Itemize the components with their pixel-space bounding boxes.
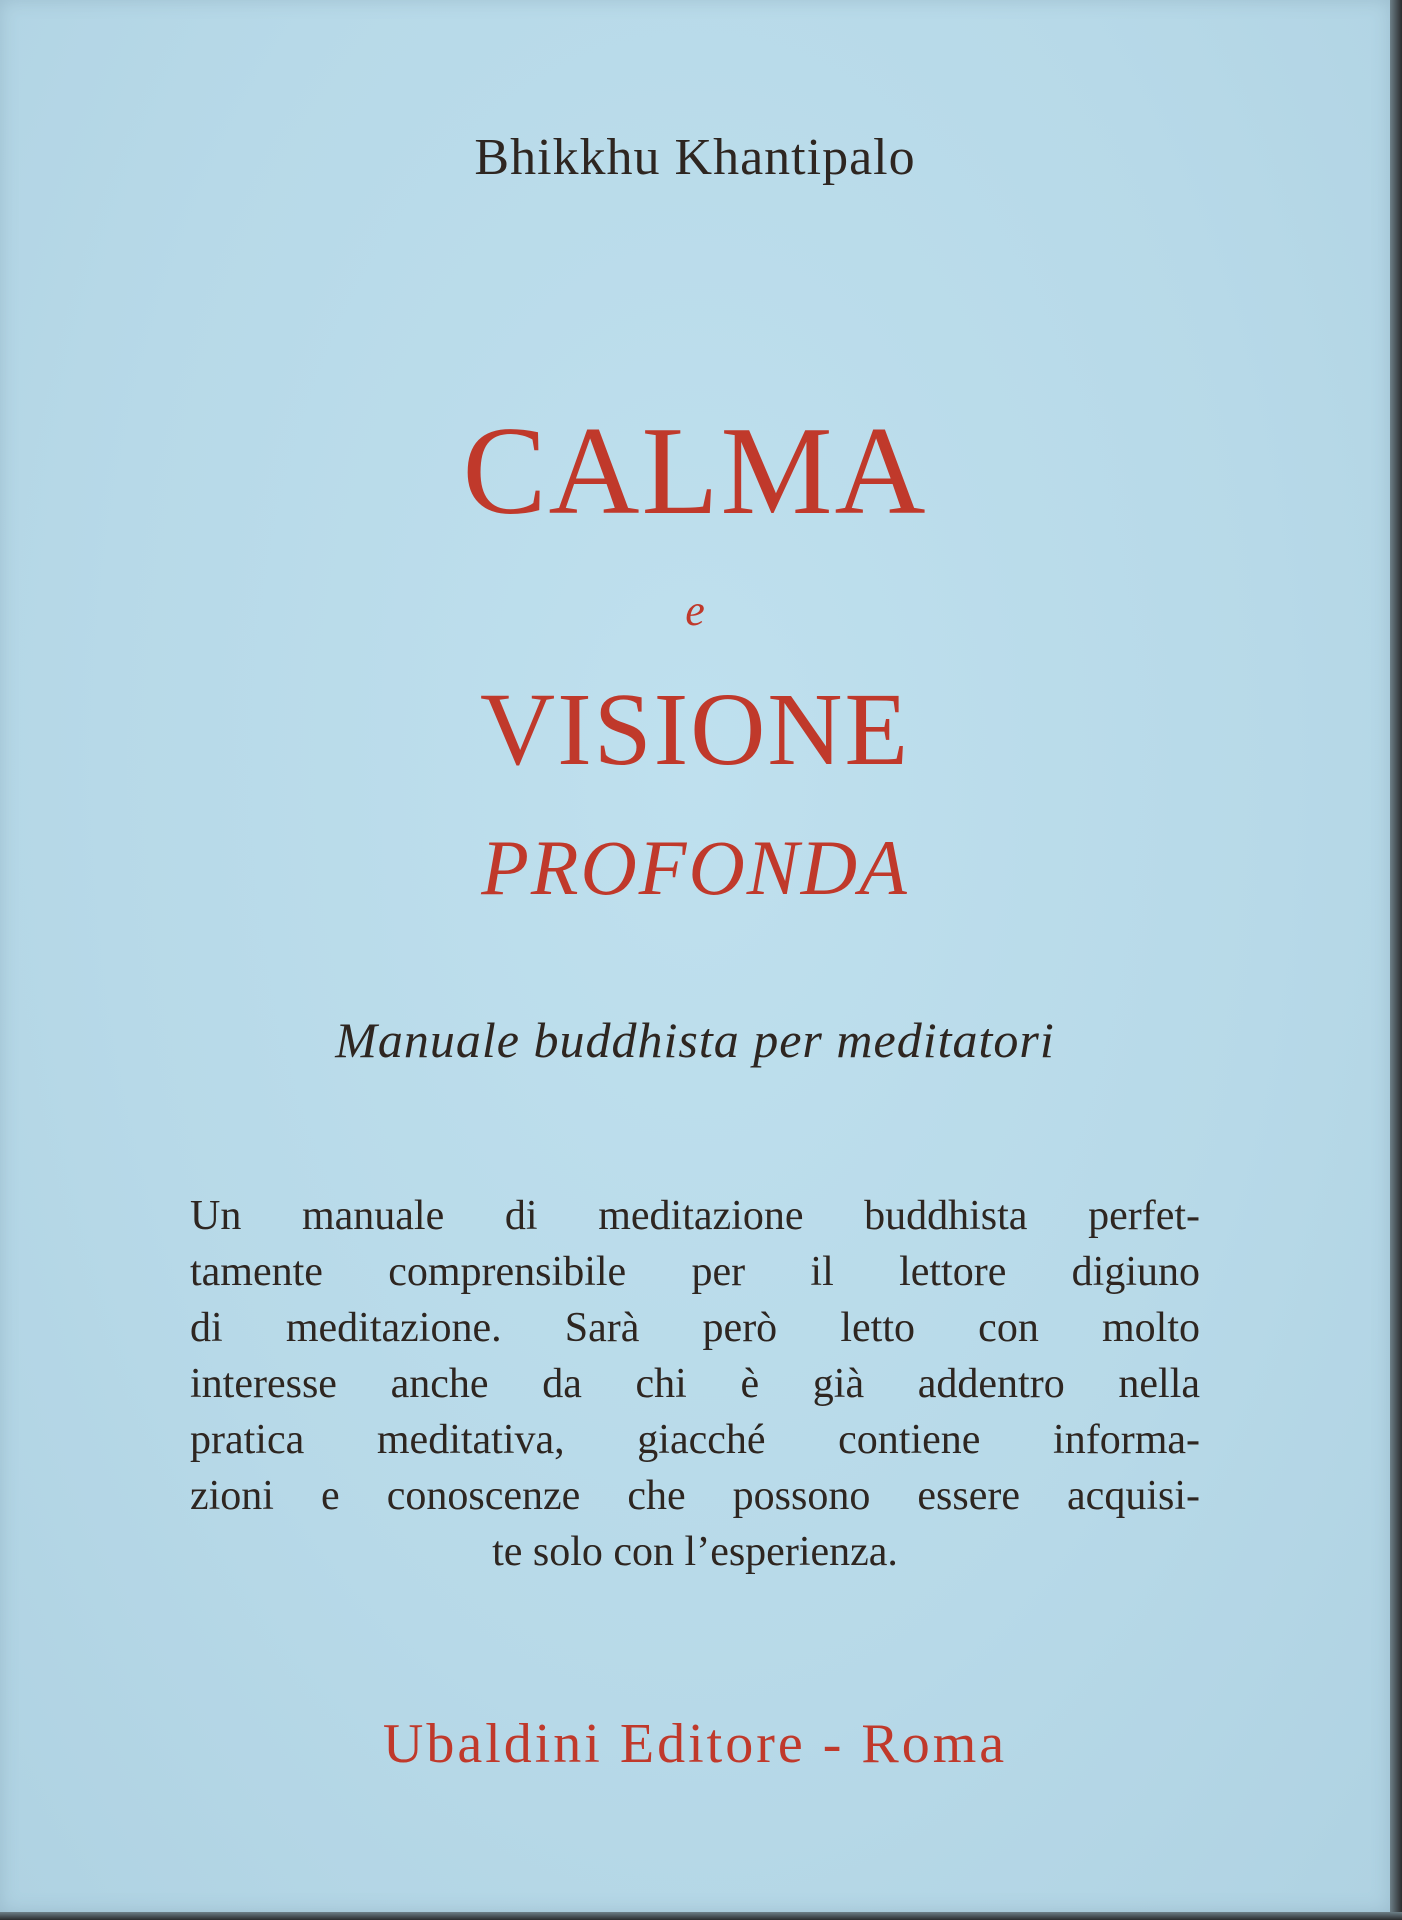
title-visione: VISIONE bbox=[480, 672, 910, 787]
blurb-line: zioni e conoscenze che possono essere acquisi- bbox=[190, 1473, 1200, 1519]
blurb-line: tamente comprensibile per il lettore digiuno bbox=[190, 1249, 1200, 1295]
scan-bottom-edge bbox=[0, 1912, 1402, 1920]
blurb-line: di meditazione. Sarà però letto con molto bbox=[190, 1305, 1200, 1351]
blurb-line: te solo con l’esperienza. bbox=[492, 1529, 898, 1575]
title-conjunction: e bbox=[685, 586, 705, 635]
title-calma: CALMA bbox=[462, 402, 928, 541]
title-profonda: PROFONDA bbox=[481, 824, 909, 911]
author-name: Bhikkhu Khantipalo bbox=[474, 129, 916, 186]
publisher-imprint: Ubaldini Editore - Roma bbox=[382, 1713, 1008, 1775]
blurb-line: Un manuale di meditazione buddhista perfet- bbox=[190, 1193, 1200, 1239]
blurb-line: pratica meditativa, giacché contiene informa- bbox=[190, 1417, 1200, 1463]
subtitle: Manuale buddhista per meditatori bbox=[335, 1012, 1055, 1068]
blurb-paragraph bbox=[190, 1188, 1200, 1580]
blurb-line: interesse anche da chi è già addentro nella bbox=[190, 1361, 1200, 1407]
scan-right-edge bbox=[1390, 0, 1402, 1920]
